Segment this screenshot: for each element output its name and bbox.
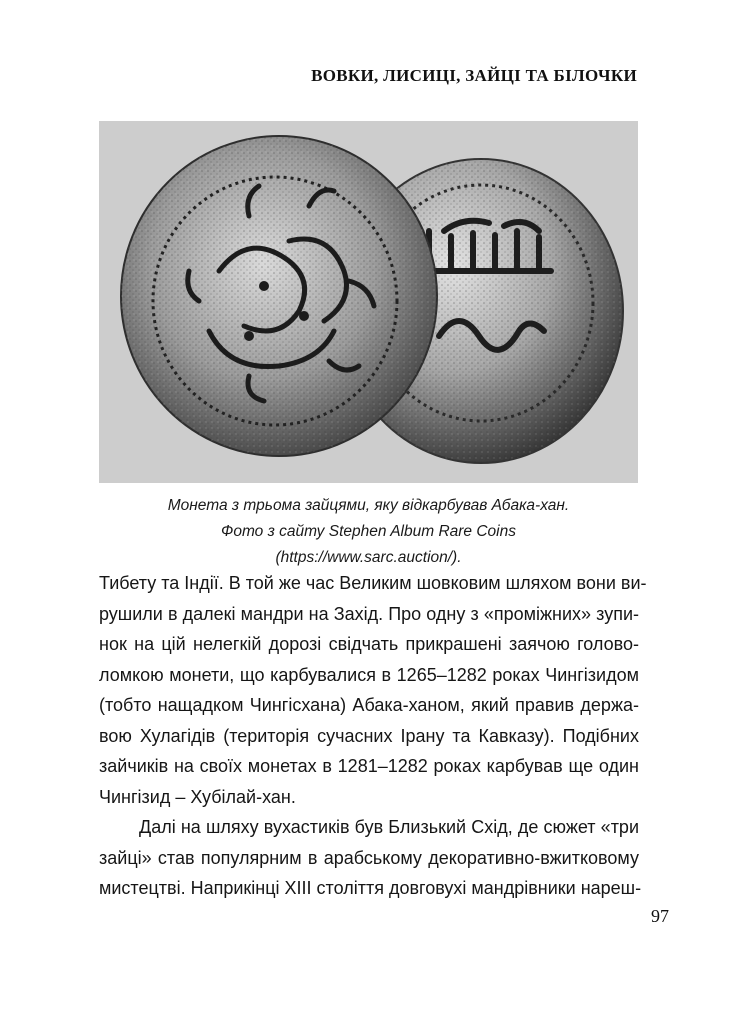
figure-caption <box>99 493 638 571</box>
text-line: мистецтві. Наприкінці XIII століття довговухі мандрівники нареш- <box>99 878 642 898</box>
text-line: рушили в далекі мандри на Захід. Про одну з «проміжних» зупи- <box>99 603 639 624</box>
caption-line: Фото з сайту Stephen Album Rare Coins <box>221 523 516 540</box>
coins-photo <box>99 121 638 483</box>
text-line: Далі на шляху вухастиків був Близький Схід, де сюжет «три <box>139 817 639 837</box>
running-head: ВОВКИ, ЛИСИЦІ, ЗАЙЦІ ТА БІЛОЧКИ <box>311 66 637 85</box>
text-line: зайчиків на своїх монетах в 1281–1282 роках карбував ще один <box>99 756 639 776</box>
caption-line: Монета з трьома зайцями, яку відкарбував Абака-хан. <box>167 497 570 514</box>
text-line: ломкою монети, що карбувалися в 1265–1282 роках Чингізидом <box>99 664 639 685</box>
body-text <box>99 568 647 904</box>
text-line: нок на цій нелегкій дорозі свідчать прикрашені заячою голово- <box>99 634 639 654</box>
caption-line: (https://www.sarc.auction/). <box>275 549 462 566</box>
text-line: вою Хулагідів (територія сучасних Ірану та Кавказу). Подібних <box>99 725 639 746</box>
text-line: Чингізид – Хубілай-хан. <box>99 786 296 807</box>
page-number: 97 <box>651 906 669 926</box>
text-line: зайці» став популярним в арабському декоративно-вжитковому <box>99 847 639 868</box>
text-line: Тибету та Індії. В той же час Великим шовковим шляхом вони ви- <box>99 573 647 593</box>
left-coin <box>121 136 437 456</box>
text-line: (тобто нащадком Чингісхана) Абака-ханом, який правив держа- <box>99 695 639 715</box>
